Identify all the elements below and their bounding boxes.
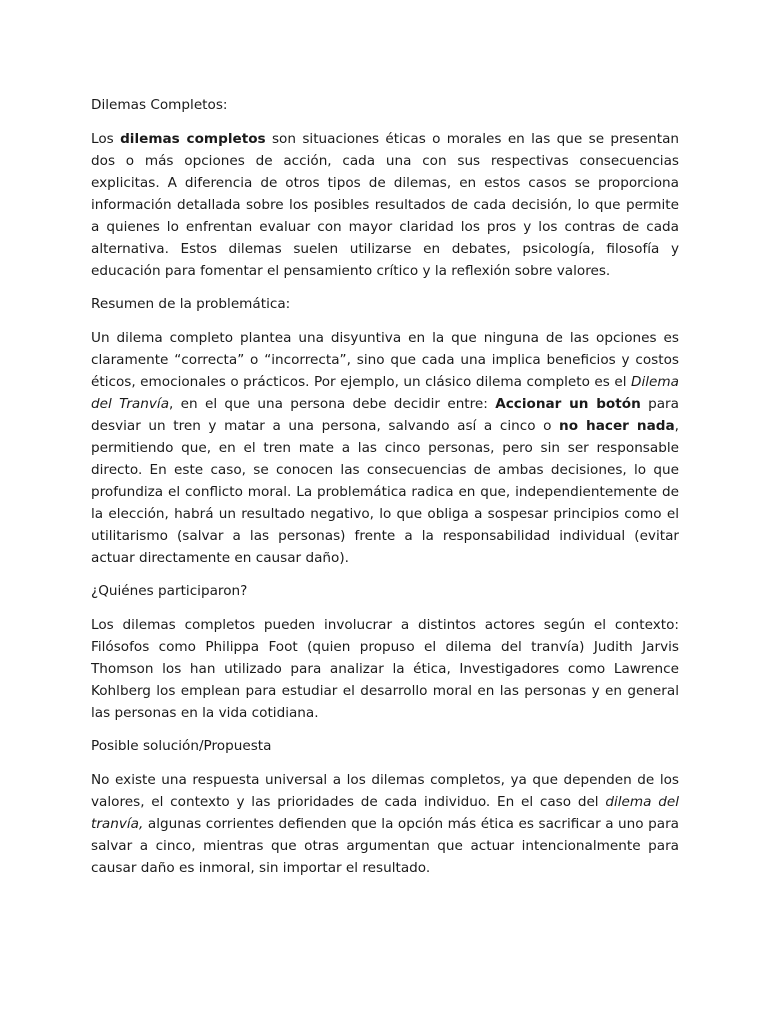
document-page: [91, 94, 679, 890]
summary-italic-trolley: Dilema del Tranvía: [91, 374, 679, 412]
summary-bold-option-2: no hacer nada: [559, 418, 675, 434]
summary-text-3: para desviar un tren y matar a una persona, salvando así a cinco o: [91, 396, 679, 434]
participants-heading: ¿Quiénes participaron?: [91, 583, 248, 599]
summary-text-1: Un dilema completo plantea una disyuntiva en la que ninguna de las opciones es claramente “correcta” o “incorrecta”, sino que cada una implica beneficios y costos éticos, emocionales o prácticos. Por ejemplo, un clásico dilema completo es el: [91, 330, 679, 390]
solution-text-2: algunas corrientes defienden que la opción más ética es sacrificar a uno para salvar a cinco, mientras que otras argumentan que actuar intencionalmente para causar daño es inmoral, sin importar el resultado.: [91, 816, 679, 876]
summary-paragraph: [91, 327, 679, 569]
solution-text-1: No existe una respuesta universal a los dilemas completos, ya que dependen de los valores, el contexto y las prioridades de cada individuo. En el caso del: [91, 772, 679, 810]
summary-bold-option-1: Accionar un botón: [495, 396, 641, 412]
solution-heading: Posible solución/Propuesta: [91, 738, 272, 754]
intro-text-1: Los: [91, 131, 121, 147]
participants-paragraph: Los dilemas completos pueden involucrar a distintos actores según el contexto: Filósofos como Philippa Foot (quien propuso el dilema del tranvía) Judith Jarvis Thomson los han utilizado para analizar la ética, Investigadores como Lawrence Kohlberg los emplean para estudiar el desarrollo moral en las personas y en general las personas en la vida cotidiana.: [91, 617, 679, 721]
solution-italic-trolley: dilema del tranvía,: [91, 794, 679, 832]
solution-paragraph: [91, 769, 679, 879]
intro-paragraph: [91, 128, 679, 282]
document-title: Dilemas Completos:: [91, 97, 228, 113]
summary-heading: Resumen de la problemática:: [91, 296, 291, 312]
summary-text-4: , permitiendo que, en el tren mate a las cinco personas, pero sin ser responsable directo. En este caso, se conocen las consecuencias de ambas decisiones, lo que profundiza el conflicto moral. La problemática radica en que, independientemente de la elección, habrá un resultado negativo, lo que obliga a sospesar principios como el utilitarismo (salvar a las personas) frente a la responsabilidad individual (evitar actuar directamente en causar daño).: [91, 418, 679, 566]
intro-text-2: son situaciones éticas o morales en las que se presentan dos o más opciones de acción, cada una con sus respectivas consecuencias explicitas. A diferencia de otros tipos de dilemas, en estos casos se proporciona información detallada sobre los posibles resultados de cada decisión, lo que permite a quienes lo enfrentan evaluar con mayor claridad los pros y los contras de cada alternativa. Estos dilemas suelen utilizarse en debates, psicología, filosofía y educación para fomentar el pensamiento crítico y la reflexión sobre valores.: [91, 131, 680, 279]
intro-bold-term: dilemas completos: [120, 131, 266, 147]
summary-text-2: , en el que una persona debe decidir entre:: [169, 396, 496, 412]
